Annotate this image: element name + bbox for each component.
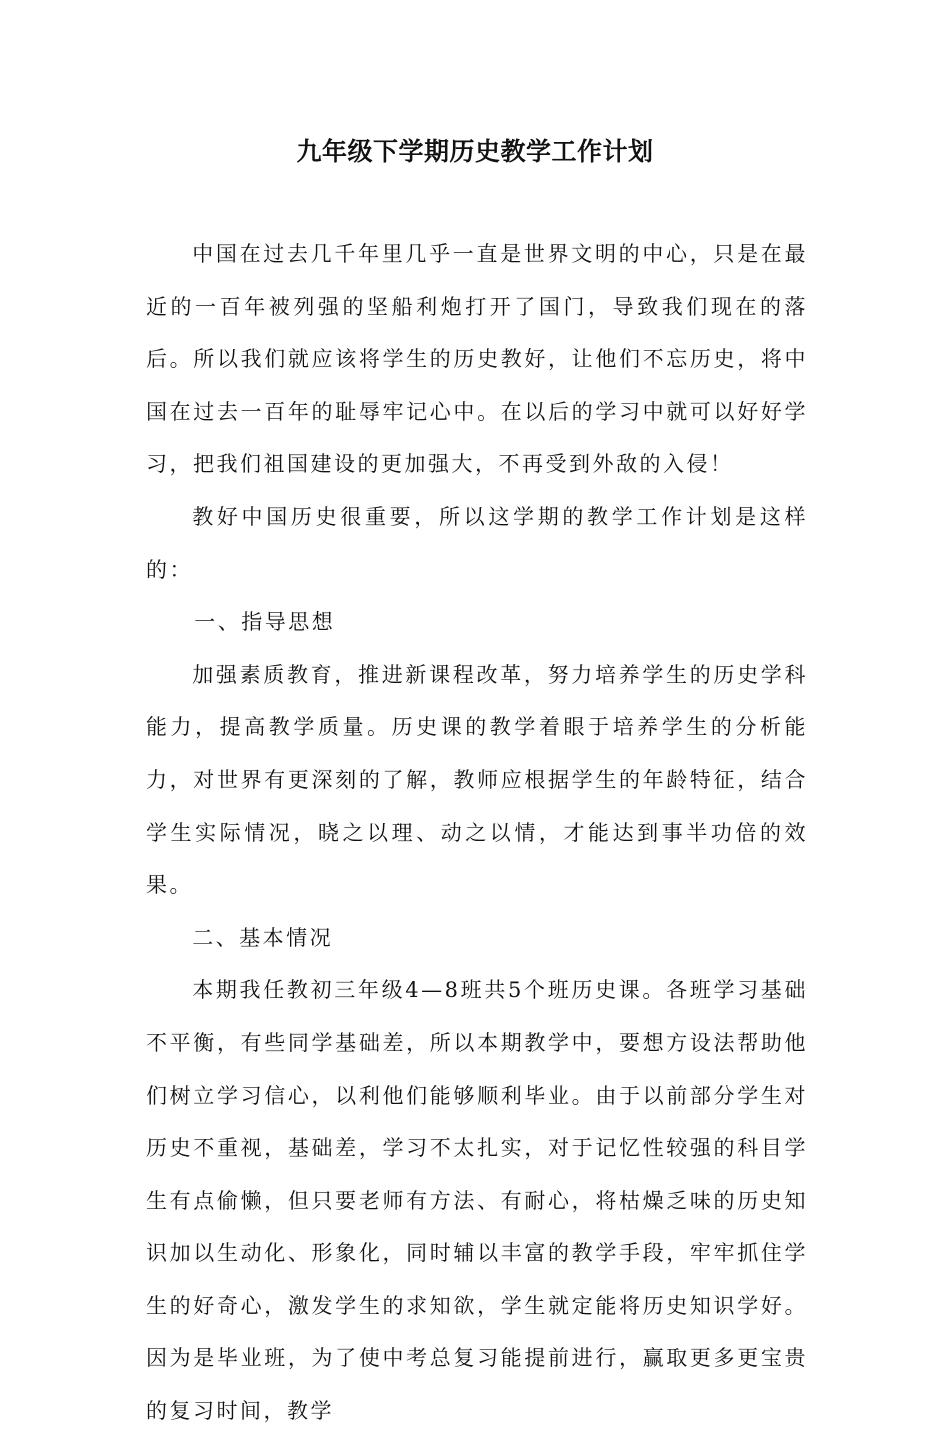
section-heading-basic-situation: 二、基本情况 bbox=[192, 925, 334, 950]
document-body bbox=[146, 228, 808, 1438]
basic-situation-paragraph: 本期我任教初三年级4—8班共5个班历史课。各班学习基础不平衡，有些同学基础差，所以本期教学中，要想方设法帮助他们树立学习信心，以利他们能够顺利毕业。由于以前部分学生对历史不重视，基础差，学习不太扎实，对于记忆性较强的科目学生有点偷懒，但只要老师有方法、有耐心，将枯燥乏味的历史知识加以生动化、形象化，同时辅以丰富的教学手段，牢牢抓住学生的好奇心，激发学生的求知欲，学生就定能将历史知识学好。因为是毕业班，为了使中考总复习能提前进行，赢取更多更宝贵的复习时间，教学 bbox=[146, 978, 808, 1424]
section-heading-guiding-principles: 一、指导思想 bbox=[194, 610, 336, 635]
document-title: 九年级下学期历史教学工作计划 bbox=[296, 137, 654, 166]
plan-lead-paragraph: 教好中国历史很重要，所以这学期的教学工作计划是这样的： bbox=[146, 504, 808, 582]
intro-paragraph: 中国在过去几千年里几乎一直是世界文明的中心，只是在最近的一百年被列强的坚船利炮打开了国门，导致我们现在的落后。所以我们就应该将学生的历史教好，让他们不忘历史，将中国在过去一百年的耻辱牢记心中。在以后的学习中就可以好好学习，把我们祖国建设的更加强大，不再受到外敌的入侵！ bbox=[146, 242, 808, 477]
guiding-principles-paragraph: 加强素质教育，推进新课程改革，努力培养学生的历史学科能力，提高教学质量。历史课的教学着眼于培养学生的分析能力，对世界有更深刻的了解，教师应根据学生的年龄特征，结合学生实际情况，晓之以理、动之以情，才能达到事半功倍的效果。 bbox=[146, 662, 808, 898]
